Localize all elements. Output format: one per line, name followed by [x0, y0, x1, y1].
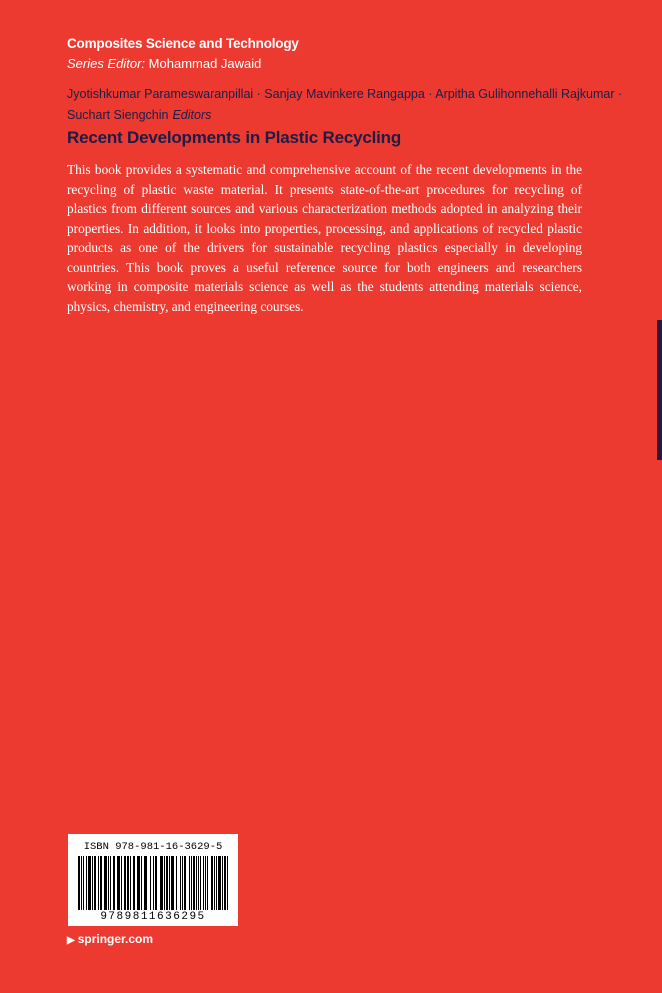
barcode-bar: [216, 856, 217, 910]
book-blurb: This book provides a systematic and comprehensive account of the recent developments in the recycling of plastic waste material. It presents state-of-the-art procedures for recycling of plastics from different sources and various characterization methods adopted in analyzing their properties. In addition, it looks into properties, processing, and applications of recycled plastic products as one of the drivers for sustainable recycling plastics especially in developing countries. This book proves a useful reference source for both engineers and researchers working in composite materials science as well as the students attending materials science, physics, chemistry, and engineering courses.: [67, 162, 582, 314]
barcode-bar: [222, 856, 223, 910]
barcode-bar: [78, 856, 80, 910]
barcode-bar: [207, 856, 208, 910]
publisher-url: springer.com: [77, 932, 154, 946]
barcode-bar: [113, 856, 115, 910]
editors-role: Editors: [172, 108, 212, 122]
barcode-bar: [196, 856, 197, 910]
barcode-bar: [171, 856, 174, 910]
barcode-bar: [153, 856, 154, 910]
series-editor: [67, 56, 261, 71]
barcode-bar: [224, 856, 226, 910]
barcode-bar: [94, 856, 96, 910]
barcode-bar: [104, 856, 107, 910]
barcode-bar: [88, 856, 91, 910]
barcode-bar: [81, 856, 82, 910]
barcode-bar: [100, 856, 102, 910]
barcode-bar: [180, 856, 181, 910]
publisher-link[interactable]: [67, 932, 153, 946]
barcode-bar: [227, 856, 228, 910]
barcode-bar: [127, 856, 129, 910]
barcode-bar: [218, 856, 221, 910]
isbn-barcode: [68, 834, 238, 926]
barcode-bar: [144, 856, 147, 910]
barcode-bar: [182, 856, 183, 910]
barcode-bar: [86, 856, 87, 910]
barcode-bar: [200, 856, 201, 910]
barcode-bar: [121, 856, 122, 910]
barcode-bar: [214, 856, 215, 910]
barcode-bar: [189, 856, 190, 910]
arrow-right-icon: ▶: [67, 935, 75, 946]
series-editor-name: Mohammad Jawaid: [148, 56, 262, 71]
barcode-bar: [110, 856, 111, 910]
spine-edge: [657, 320, 662, 460]
barcode-bar: [191, 856, 192, 910]
barcode-bar: [98, 856, 99, 910]
barcode-bar: [137, 856, 140, 910]
barcode-bar: [166, 856, 168, 910]
barcode-bar: [141, 856, 142, 910]
isbn-label: ISBN 978-981-16-3629-5: [83, 841, 223, 853]
barcode-bar: [205, 856, 206, 910]
isbn-digits: 9789811636295: [100, 911, 206, 923]
barcode-bar: [155, 856, 157, 910]
barcode-bar: [169, 856, 170, 910]
series-title: Composites Science and Technology: [67, 36, 299, 51]
barcode-bar: [83, 856, 84, 910]
barcode-bar: [150, 856, 151, 910]
barcode-bar: [203, 856, 204, 910]
barcode-bar: [108, 856, 109, 910]
barcode-bar: [133, 856, 135, 910]
book-editors: [67, 84, 627, 126]
barcode-bar: [92, 856, 93, 910]
book-title: Recent Developments in Plastic Recycling: [67, 128, 402, 147]
barcode-bar: [184, 856, 186, 910]
barcode-bar: [164, 856, 165, 910]
series-editor-label: Series Editor:: [67, 56, 146, 71]
barcode-bars: [74, 856, 232, 910]
barcode-bar: [160, 856, 163, 910]
barcode-bar: [193, 856, 195, 910]
barcode-bar: [211, 856, 213, 910]
barcode-bar: [198, 856, 199, 910]
editor-names: Jyotishkumar Parameswaranpillai · Sanjay Mavinkere Rangappa · Arpitha Gulihonnehalli Rajkumar · Suchart Siengchin: [67, 87, 623, 122]
barcode-bar: [130, 856, 131, 910]
barcode-bar: [117, 856, 120, 910]
barcode-bar: [176, 856, 177, 910]
barcode-bar: [124, 856, 126, 910]
